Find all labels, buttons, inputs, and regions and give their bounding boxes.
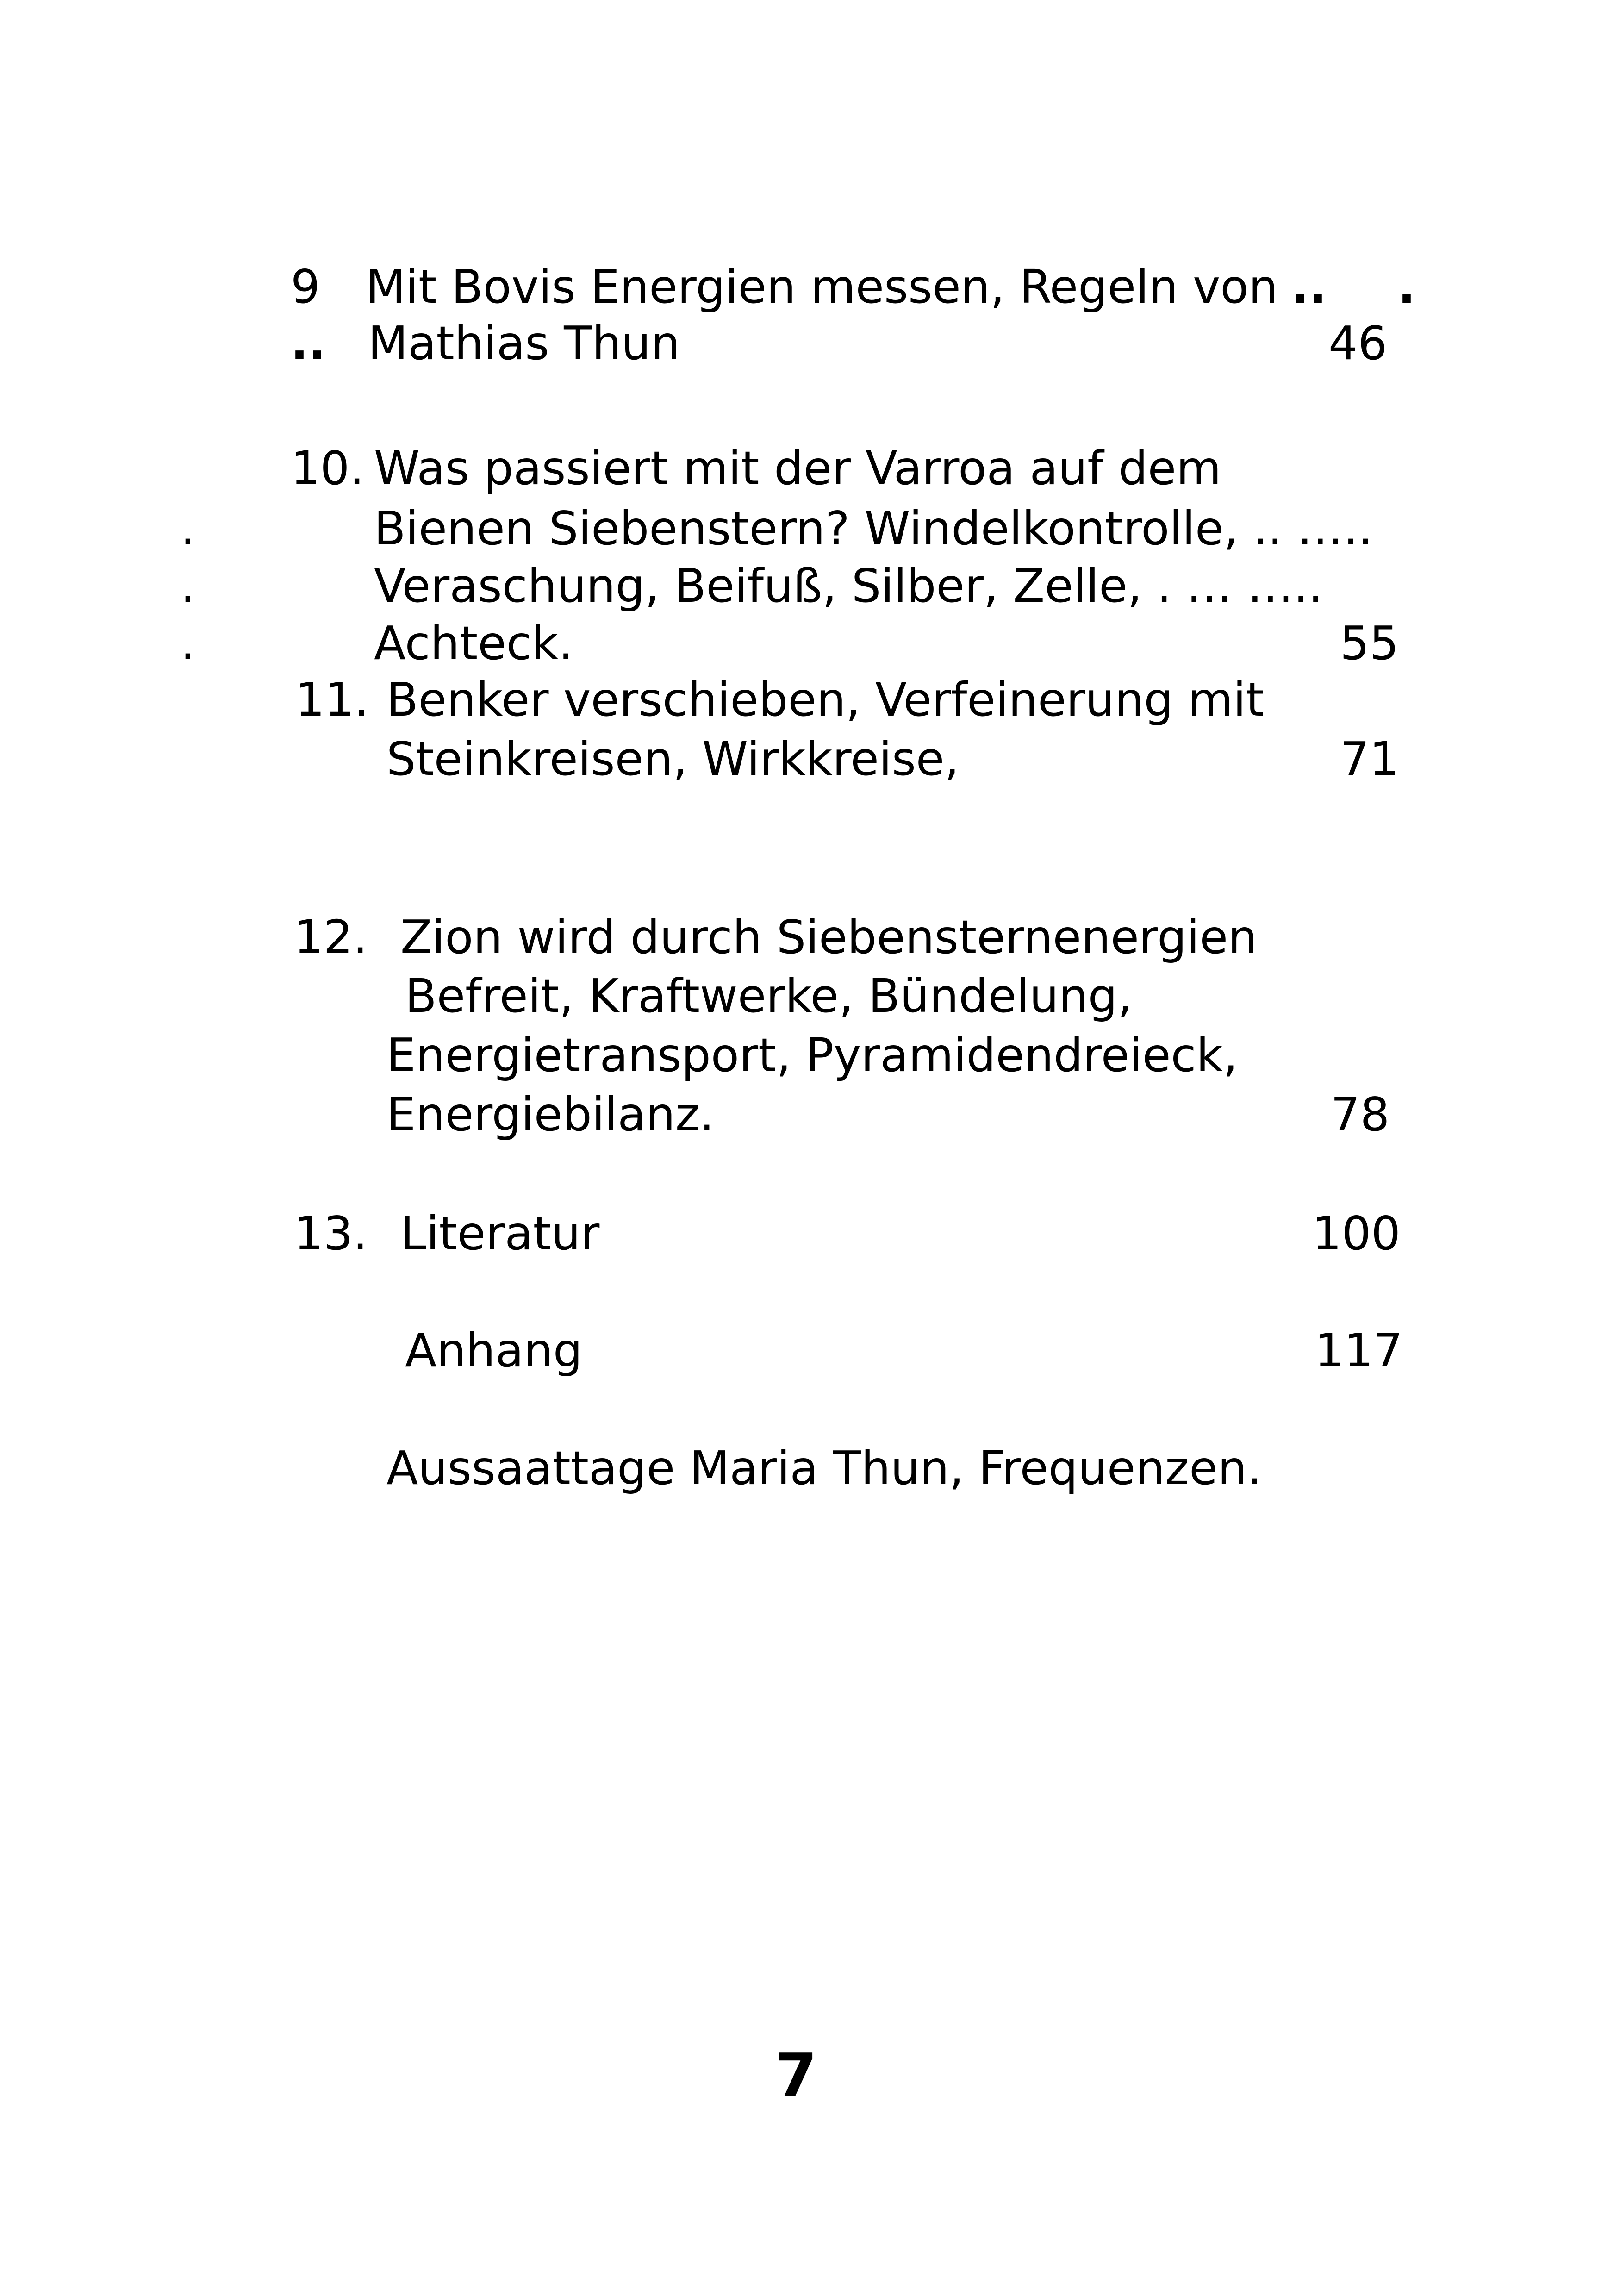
entry-12-title-line4: Energiebilanz. xyxy=(386,1087,715,1142)
entry-10-page: 55 xyxy=(1340,616,1399,670)
entry-13-title: Literatur xyxy=(400,1206,600,1260)
margin-dot: . xyxy=(181,501,195,555)
entry-13-page: 100 xyxy=(1312,1206,1401,1260)
entry-12-page: 78 xyxy=(1331,1087,1390,1142)
entry-9-page: 46 xyxy=(1328,316,1388,370)
entry-12-title-line1: Zion wird durch Siebensternenergien xyxy=(400,910,1258,964)
anhang-page: 117 xyxy=(1315,1323,1403,1378)
entry-10-title-line2: Bienen Siebenstern? Windelkontrolle, .. ….. xyxy=(374,501,1373,555)
entry-11-page: 71 xyxy=(1340,732,1399,786)
entry-9-leader-dots-line2: .. xyxy=(291,316,326,370)
entry-12-title-line2: Befreit, Kraftwerke, Bündelung, xyxy=(405,969,1132,1023)
page-number: 7 xyxy=(775,2040,817,2110)
entry-10-title-line1: Was passiert mit der Varroa auf dem xyxy=(374,441,1221,495)
entry-13-number: 13. xyxy=(294,1206,368,1260)
margin-dot: . xyxy=(181,559,195,613)
entry-10-title-line3: Veraschung, Beifuß, Silber, Zelle, . … ….. xyxy=(374,559,1323,613)
entry-10-title-line4: Achteck. xyxy=(374,616,573,670)
anhang-note: Aussaattage Maria Thun, Frequenzen. xyxy=(386,1441,1262,1495)
entry-9-number: 9 xyxy=(291,260,320,314)
entry-9-leader-dot: . xyxy=(1398,260,1415,314)
entry-11-title-line1: Benker verschieben, Verfeinerung mit xyxy=(386,673,1265,727)
entry-9-leader-dots: .. xyxy=(1291,260,1327,314)
entry-9-title-line2: Mathias Thun xyxy=(368,316,680,370)
entry-12-title-line3: Energietransport, Pyramidendreieck, xyxy=(386,1028,1238,1082)
margin-dot: . xyxy=(181,616,195,670)
entry-10-number: 10. xyxy=(291,441,365,495)
anhang-title: Anhang xyxy=(405,1323,583,1378)
entry-11-title-line2: Steinkreisen, Wirkkreise, xyxy=(386,732,960,786)
entry-9-title-line1: Mit Bovis Energien messen, Regeln von xyxy=(366,260,1278,314)
entry-12-number: 12. xyxy=(294,910,368,964)
entry-11-number: 11. xyxy=(295,673,369,727)
